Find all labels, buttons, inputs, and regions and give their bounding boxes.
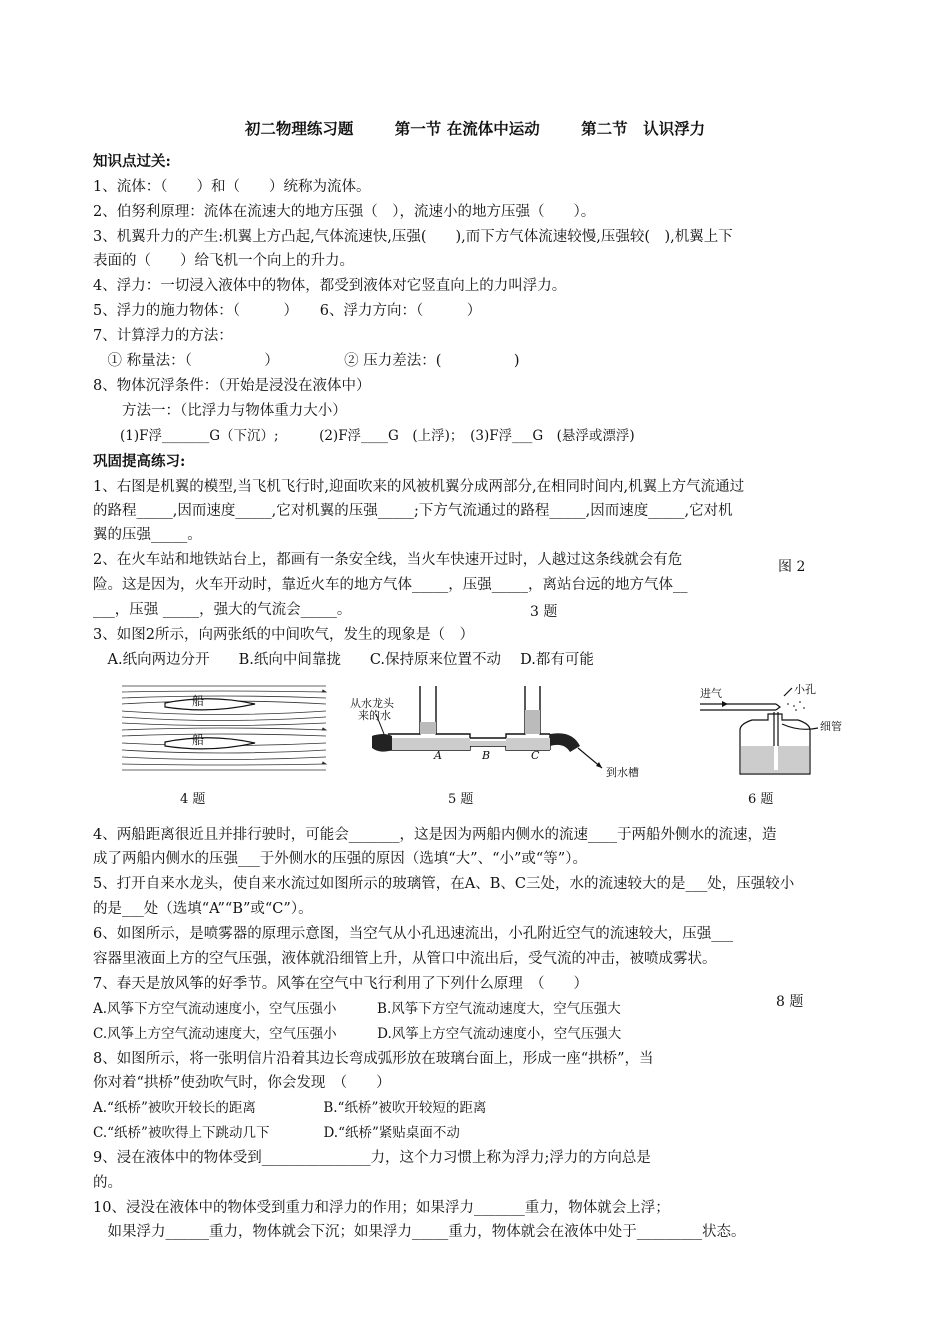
figure-4-caption: 4 题 [180,792,206,807]
knowledge-line: 方法一：（比浮力与物体重力大小） [93,403,347,419]
knowledge-line: ① 称量法：（ ） ② 压力差法：( ) [93,353,520,369]
figure-6-caption: 6 题 [748,792,774,807]
pipe-point-a: A [434,749,442,762]
question-option: C.“纸桥”被吹得上下跳动几下 D.“纸桥”紧贴桌面不动 [93,1125,460,1141]
question-line: 的是___处（选填“A”“B”或“C”）。 [93,901,313,917]
knowledge-line: 2、伯努利原理：流体在流速大的地方压强（ ），流速小的地方压强（ ）。 [93,204,596,220]
question-line: 4、两船距离很近且并排行驶时，可能会_______，这是因为两船内侧水的流速____于两船外侧水的流速，造 [93,827,777,843]
question-line: 的。 [93,1175,122,1191]
figure-5-caption: 5 题 [448,792,474,807]
knowledge-line: 3、机翼升力的产生:机翼上方凸起,气体流速快,压强( ),而下方气体流速较慢,压强较( ),机翼上下 [93,229,733,245]
question-option: C.风筝上方空气流动速度大，空气压强小 D.风筝上方空气流动速度小，空气压强大 [93,1026,622,1042]
section-heading-knowledge: 知识点过关: [93,153,171,170]
knowledge-line: 1、流体：（ ）和（ ）统称为流体。 [93,179,371,195]
q8-label: 8 题 [776,994,804,1010]
question-option: A.风筝下方空气流动速度小，空气压强小 B.风筝下方空气流动速度大，空气压强大 [93,1001,621,1017]
question-line: 6、如图所示，是喷雾器的原理示意图，当空气从小孔迅速流出，小孔附近空气的流速较大，压强___ [93,926,733,942]
question-line: 5、打开自来水龙头，使自来水流过如图所示的玻璃管，在A、B、C三处，水的流速较大的是___处，压强较小 [93,876,795,892]
question-line: 你对着“拱桥”使劲吹气时，你会发现 （ ） [93,1075,391,1091]
question-line: 险。这是因为，火车开动时，靠近火车的地方气体_____，压强_____，离站台远的地方气体__ [93,577,688,593]
pipe-point-c: C [531,749,540,762]
question-line: 如果浮力______重力，物体就会下沉；如果浮力_____重力，物体就会在液体中处于_________状态。 [93,1224,746,1240]
question-line: 7、春天是放风筝的好季节。风筝在空气中飞行利用了下列什么原理 （ ） [93,976,588,992]
figure-4-boats [120,682,330,774]
section-heading-practice: 巩固提高练习: [93,453,186,470]
pipe-point-b: B [482,749,491,762]
title-part-3: 第二节 认识浮力 [581,119,706,138]
question-line: 成了两船内侧水的压强___于外侧水的压强的原因（选填“大”、“小”或“等”）。 [93,851,587,867]
title-part-1: 初二物理练习题 [244,119,354,138]
knowledge-line: 5、浮力的施力物体：（ ） 6、浮力方向：（ ） [93,303,482,319]
question-line: 9、浸在液体中的物体受到_______________力，这个力习惯上称为浮力;浮力的方向总是 [93,1150,651,1166]
question-options: A.纸向两边分开 B.纸向中间靠拢 C.保持原来位置不动 D.都有可能 [93,652,594,668]
sprayer-hole-label: 小孔 [794,683,816,696]
question-line: 3、如图2所示，向两张纸的中间吹气，发生的现象是（ ） [93,627,474,643]
sprayer-tube-label: 细管 [820,720,842,733]
question-line: 2、在火车站和地铁站台上，都画有一条安全线，当火车快速开过时，人越过这条线就会有危 [93,552,683,568]
knowledge-line: 表面的（ ）给飞机一个向上的升力。 [93,253,354,269]
question-line: 10、浸没在液体中的物体受到重力和浮力的作用；如果浮力_______重力，物体就会上浮； [93,1200,670,1216]
knowledge-line: 8、物体沉浮条件：（开始是浸没在液体中） [93,378,371,394]
question-line: 的路程_____,因而速度_____,它对机翼的压强_____;下方气流通过的路程_____,因而速度_____,它对机 [93,503,733,519]
question-line: ___，压强 _____，强大的气流会_____。 [93,602,352,618]
knowledge-line: (1)F浮_______G（下沉）; (2)F浮____G (上浮)； (3)F浮___G (悬浮或漂浮) [93,428,635,444]
knowledge-line: 4、浮力：一切浸入液体中的物体，都受到液体对它竖直向上的力叫浮力。 [93,278,567,294]
title-part-2: 第一节 在流体中运动 [394,119,540,138]
question-line: 8、如图所示，将一张明信片沿着其边长弯成弧形放在玻璃台面上，形成一座“拱桥”，当 [93,1051,654,1067]
page-title [0,117,950,139]
pipe-inlet-label-1: 从水龙头 [350,697,394,710]
question-line: 1、右图是机翼的模型,当飞机飞行时,迎面吹来的风被机翼分成两部分,在相同时间内,机翼上方气流通过 [93,479,745,495]
question-line: 容器里液面上方的空气压强，液体就沿细管上升，从管口中流出后，受气流的冲击，被喷成雾状。 [93,951,717,967]
boat-label-top: 船 [192,694,205,708]
question-line: 翼的压强_____。 [93,527,202,543]
fig2-label: 图 2 [778,559,806,575]
q3-label: 3 题 [530,604,558,620]
pipe-inlet-label-2: 来的水 [358,709,391,722]
sprayer-air-in-label: 进气 [700,687,722,700]
knowledge-line: 7、计算浮力的方法： [93,328,233,344]
boat-label-bottom: 船 [192,733,205,747]
pipe-outlet-label: 到水槽 [606,766,639,779]
question-option: A.“纸桥”被吹开较长的距离 B.“纸桥”被吹开较短的距离 [93,1100,487,1116]
